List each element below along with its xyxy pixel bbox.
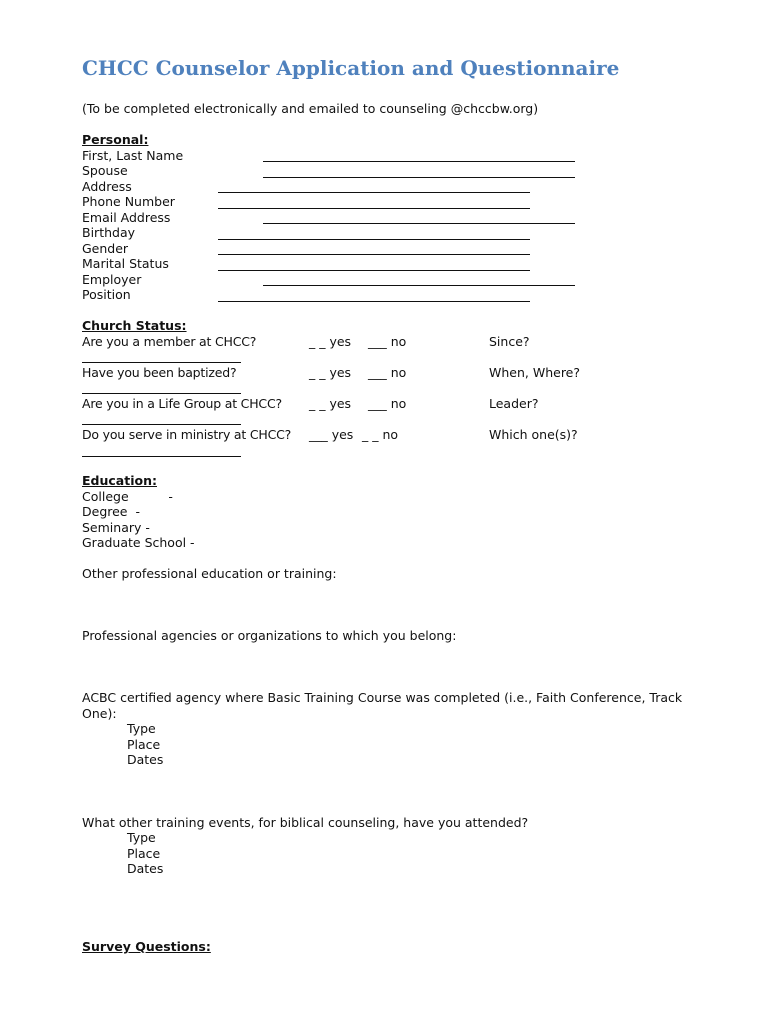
- survey-heading: Survey Questions:: [82, 939, 211, 954]
- church-question-ministry: Do you serve in ministry at CHCC?: [82, 427, 292, 442]
- field-label-email: Email Address: [82, 210, 171, 225]
- church-baptized-yes[interactable]: _ _ yes: [309, 365, 352, 380]
- field-label-marital-status: Marital Status: [82, 256, 169, 271]
- field-line-gender[interactable]: [218, 254, 530, 255]
- acbc-place: Place: [127, 737, 161, 752]
- field-label-gender: Gender: [82, 241, 129, 256]
- acbc-question-line1: ACBC certified agency where Basic Training Course was completed (i.e., Faith Conference, Track: [82, 690, 683, 705]
- church-ministry-follow: Which one(s)?: [489, 427, 578, 442]
- field-line-email[interactable]: [263, 223, 575, 224]
- page-subtitle: (To be completed electronically and emailed to counseling @chccbw.org): [82, 101, 539, 116]
- field-label-birthday: Birthday: [82, 225, 136, 240]
- field-line-marital-status[interactable]: [218, 270, 530, 271]
- church-ministry-line[interactable]: [82, 456, 241, 457]
- education-seminary: Seminary -: [82, 520, 150, 535]
- church-life-group-line[interactable]: [82, 424, 241, 425]
- church-baptized-line[interactable]: [82, 393, 241, 394]
- education-heading: Education:: [82, 473, 157, 488]
- field-line-position[interactable]: [218, 301, 530, 302]
- church-question-member: Are you a member at CHCC?: [82, 334, 257, 349]
- acbc-dates: Dates: [127, 752, 164, 767]
- acbc-question-line2: One):: [82, 706, 117, 721]
- field-label-spouse: Spouse: [82, 163, 128, 178]
- field-label-name: First, Last Name: [82, 148, 184, 163]
- church-member-line[interactable]: [82, 362, 241, 363]
- church-life-group-yes[interactable]: _ _ yes: [309, 396, 352, 411]
- field-line-birthday[interactable]: [218, 239, 530, 240]
- church-member-no[interactable]: ___ no: [368, 334, 407, 349]
- events-type: Type: [127, 830, 156, 845]
- church-status-heading: Church Status:: [82, 318, 187, 333]
- other-training-question: Other professional education or training:: [82, 566, 337, 581]
- church-ministry-no[interactable]: _ _ no: [362, 427, 399, 442]
- church-baptized-follow: When, Where?: [489, 365, 581, 380]
- field-label-position: Position: [82, 287, 131, 302]
- church-baptized-no[interactable]: ___ no: [368, 365, 407, 380]
- field-label-phone: Phone Number: [82, 194, 175, 209]
- education-graduate-school: Graduate School -: [82, 535, 195, 550]
- page-title: CHCC Counselor Application and Questionnaire: [82, 56, 620, 80]
- church-member-yes[interactable]: _ _ yes: [309, 334, 352, 349]
- church-life-group-follow: Leader?: [489, 396, 539, 411]
- field-line-employer[interactable]: [263, 285, 575, 286]
- events-dates: Dates: [127, 861, 164, 876]
- events-place: Place: [127, 846, 161, 861]
- field-label-address: Address: [82, 179, 132, 194]
- field-line-name[interactable]: [263, 161, 575, 162]
- agencies-question: Professional agencies or organizations to which you belong:: [82, 628, 457, 643]
- church-life-group-no[interactable]: ___ no: [368, 396, 407, 411]
- field-line-phone[interactable]: [218, 208, 530, 209]
- events-question: What other training events, for biblical counseling, have you attended?: [82, 815, 529, 830]
- education-degree: Degree -: [82, 504, 140, 519]
- field-line-spouse[interactable]: [263, 177, 575, 178]
- personal-heading: Personal:: [82, 132, 149, 147]
- education-college: College -: [82, 489, 173, 504]
- church-question-life-group: Are you in a Life Group at CHCC?: [82, 396, 282, 411]
- church-question-baptized: Have you been baptized?: [82, 365, 237, 380]
- acbc-type: Type: [127, 721, 156, 736]
- church-ministry-yes[interactable]: ___ yes: [309, 427, 354, 442]
- field-line-address[interactable]: [218, 192, 530, 193]
- church-member-follow: Since?: [489, 334, 530, 349]
- field-label-employer: Employer: [82, 272, 142, 287]
